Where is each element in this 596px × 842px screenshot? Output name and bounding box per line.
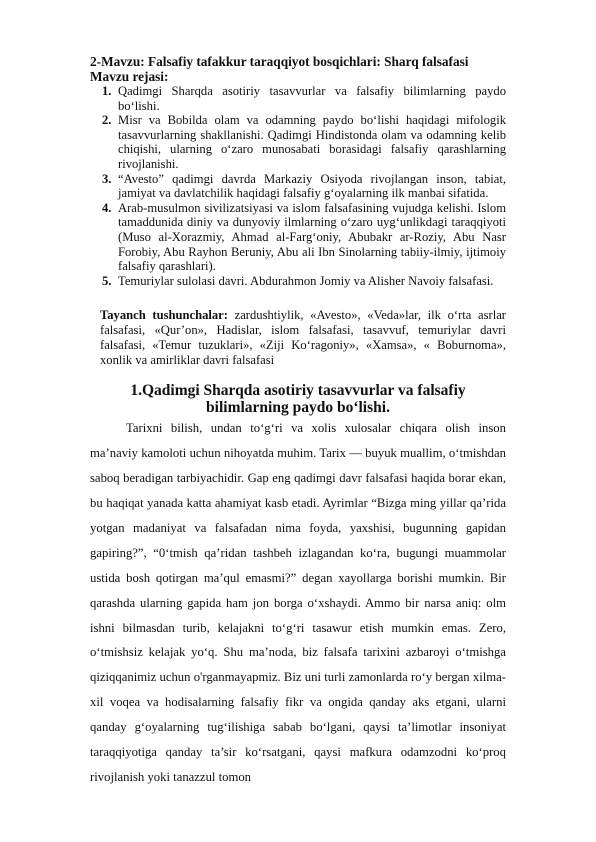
plan-title: Mavzu rejasi: [90,69,169,84]
key-concepts-text: zardushtiylik, «Avesto», «Veda»lar, ilk o‘rta asrlar falsafasi, «Qur’on», Hadislar, islom falsafasi, tasavvuf, temuriylar davri falsafasi, «Temur tuzuklari», «Ziji Ko‘ragoniy», «Xamsa», « Boburnoma», xonlik va amirliklar davri falsafasi [100,308,506,368]
plan-item-number: 5. [102,273,112,288]
plan-item-number: 4. [102,200,112,215]
plan-item-text: Arab-musulmon sivilizatsiyasi va islom falsafasining vujudga kelishi. Islom tamaddunida diniy va dunyoviy ilmlarning o‘zaro uyg‘unlikdagi taraqqiyoti (Muso al-Xorazmiy, Ahmad al-Farg‘oniy, Abubakr ar-Roziy, Abu Nasr Forobiy, Abu Rayhon Beruniy, Abu ali Ibn Sinolarning tabiiy-ilmiy, ijtimoiy falsafiy qarashlari). [118,200,506,274]
topic-heading: 2-Mavzu: Falsafiy tafakkur taraqqiyot bosqichlari: Sharq falsafasi [90,54,469,69]
plan-item-text: Qadimgi Sharqda asotiriy tasavvurlar va falsafiy bilimlarning paydo bo‘lishi. [118,84,506,113]
body-paragraph: Tarixni bilish, undan to‘g‘ri va xolis xulosalar chiqara olish inson ma’naviy kamoloti uchun nihoyatda muhim. Tarix — buyuk muallim, o‘tmishdan saboq beradigan tarbiyachidir. Gap eng qadimgi davr falsafasi haqida borar ekan, bu haqiqat yanada katta ahamiyat kasb etadi. Ayrimlar “Bizga ming yillar qa’rida yotgan madaniyat va falsafadan nima foyda, yaxshisi, bugunning gapidan gapiring?”, “0‘tmish qa’ridan tashbeh izlagandan ko‘ra, bugungi muammolar ustida bosh qotirgan ma’qul emasmi?” degan xayollarga borishi mumkin. Bir qarashda ularning gapida ham jon borga o‘xshaydi. Ammo bir narsa aniq: olm ishni bilmasdan turib, kelajakni to‘g‘ri tasawur etish mumkin emas. Zero, o‘tmishsiz kelajak yo‘q. Shu ma’noda, biz falsafa tarixini azbaroyi o‘tmishga qiziqqanimiz uchun o'rganmayapmiz. Biz uni turli zamonlarda ro‘y bergan xilma-xil voqea va hodisalarning falsafiy fikr va ongida qanday aks etgani, ularni qanday g‘oyalarning tug‘ilishiga sabab bo‘lgani, qaysi ta’limotlar insoniyat taraqqiyotiga qanday ta’sir ko‘rsatgani, qaysi mafkura odamzodni ko‘proq rivojlanish yoki tanazzul tomon [90,421,506,784]
plan-item [90,113,506,171]
plan-item [90,274,506,289]
plan-list [90,84,506,288]
plan-item [90,172,506,201]
plan-item-number: 3. [102,171,112,186]
plan-item-text: “Avesto” qadimgi davrda Markaziy Osiyoda rivojlangan inson, tabiat, jamiyat va davlatchilik haqidagi falsafiy g‘oyalarning ilk manbai sifatida. [118,171,506,201]
plan-item-number: 1. [102,84,112,98]
plan-item-text: Misr va Bobilda olam va odamning paydo bo‘lishi haqidagi mifologik tasavvurlarning shakllanishi. Qadimgi Hindistonda olam va odamning kelib chiqishi, ularning o‘zaro munosabati borasidagi falsafiy qarashlarning rivojlanishi. [118,113,506,171]
document-page [90,54,506,790]
section-title: 1.Qadimgi Sharqda asotiriy tasavvurlar va falsafiy bilimlarning paydo bo‘lishi. [130,382,466,417]
plan-item [90,201,506,274]
key-concepts-label: Tayanch tushunchalar: [100,308,228,323]
plan-item [90,84,506,113]
plan-item-text: Temuriylar sulolasi davri. Abdurahmon Jomiy va Alisher Navoiy falsafasi. [118,273,494,288]
key-concepts [90,308,506,368]
plan-item-number: 2. [102,113,112,128]
